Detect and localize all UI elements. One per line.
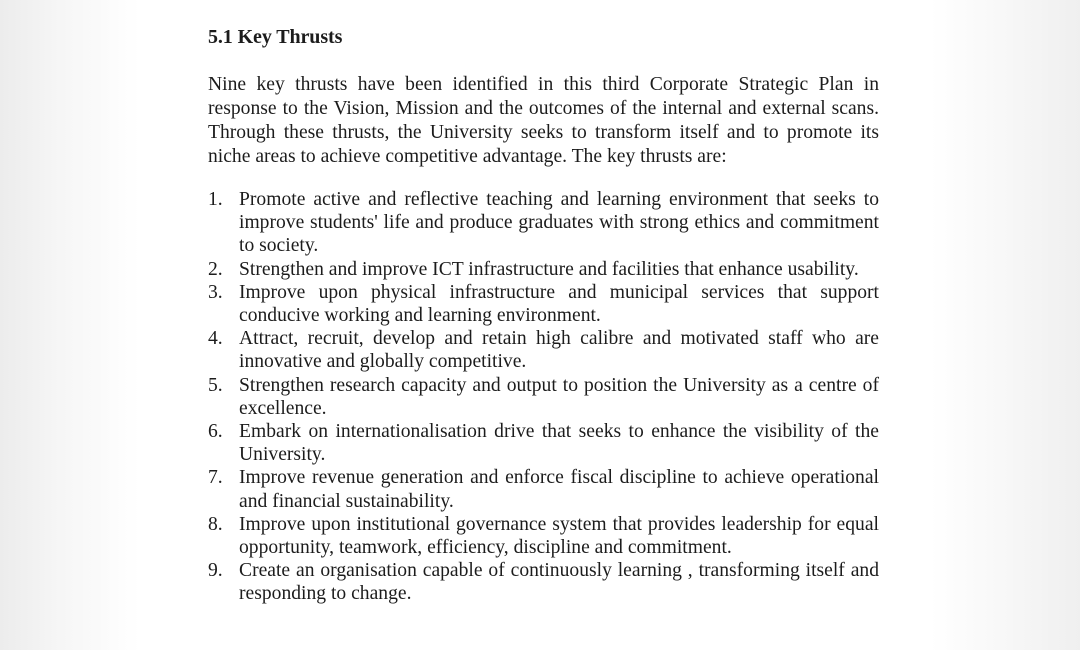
list-item-number: 4. [208,328,223,350]
list-item-text: Improve revenue generation and enforce fiscal discipline to achieve operational and financial sustainability. [239,467,879,512]
list-item [208,374,879,420]
list-item-number: 3. [208,281,223,303]
list-item-number: 6. [208,421,223,443]
list-item-text: Promote active and reflective teaching and learning environment that seeks to improve students' life and produce graduates with strong ethics and commitment to society. [239,189,879,257]
list-item [208,559,879,605]
list-item-text: Embark on internationalisation drive that seeks to enhance the visibility of the University. [239,421,879,466]
key-thrusts-list [208,188,879,606]
list-item [208,188,879,258]
list-item-text: Create an organisation capable of continuously learning , transforming itself and responding to change. [239,560,879,605]
list-item-number: 1. [208,189,223,210]
list-item-number: 7. [208,467,223,489]
list-item-text: Improve upon physical infrastructure and municipal services that support conducive working and learning environment. [239,281,879,327]
list-item [208,258,879,281]
list-item-text: Strengthen research capacity and output to position the University as a centre of excellence. [239,374,879,419]
list-item-number: 2. [208,258,223,280]
list-item [208,466,879,512]
list-item-number: 8. [208,513,223,535]
list-item-number: 9. [208,560,223,582]
list-item-text: Attract, recruit, develop and retain high calibre and motivated staff who are innovative and globally competitive. [239,328,879,373]
list-item [208,513,879,559]
section-heading: 5.1 Key Thrusts [208,26,343,48]
list-item [208,327,879,373]
intro-paragraph: Nine key thrusts have been identified in this third Corporate Strategic Plan in response to the Vision, Mission and the outcomes of the internal and external scans. Through these thrusts, the University seeks to transform itself and to promote its niche areas to achieve competitive advantage. The key thrusts are: [208,74,879,167]
list-item-number: 5. [208,374,223,396]
list-item [208,420,879,466]
list-item [208,281,879,327]
list-item-text: Improve upon institutional governance system that provides leadership for equal opportunity, teamwork, efficiency, discipline and commitment. [239,513,879,559]
list-item-text: Strengthen and improve ICT infrastructure and facilities that enhance usability. [239,258,859,280]
